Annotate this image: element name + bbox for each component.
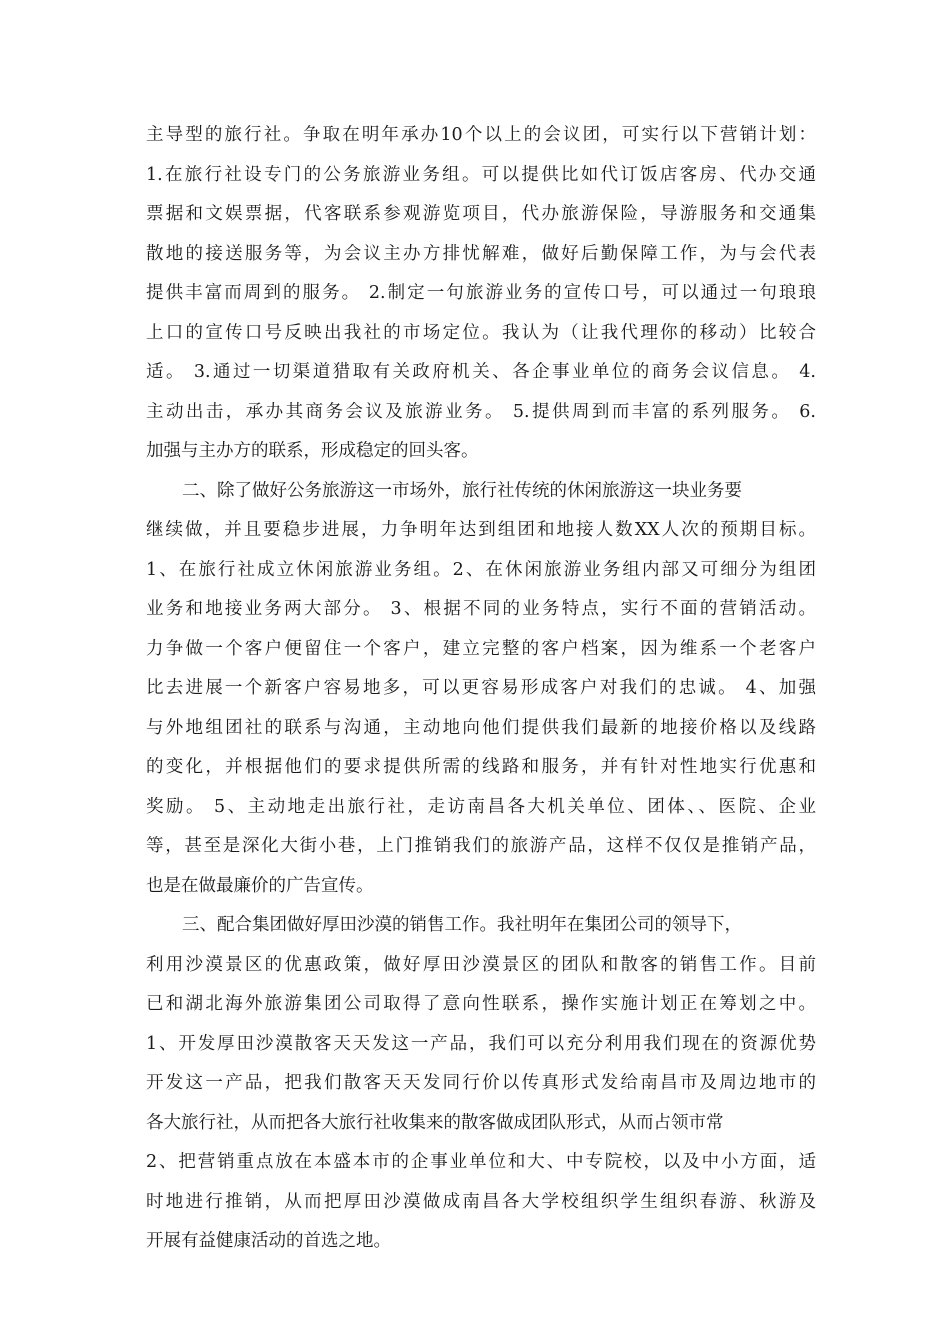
text-line: 1、开发厚田沙漠散客天天发这一产品，我们可以充分利用我们现在的资源优势 [146, 1033, 816, 1054]
text-line: 主导型的旅行社。争取在明年承办10个以上的会议团，可实行以下营销计划： [146, 125, 816, 145]
text-line: 票据和文娱票据，代客联系参观游览项目，代办旅游保险，导游服务和交通集 [146, 204, 816, 224]
text-line: 二、除了做好公务旅游这一市场外，旅行社传统的休闲旅游这一块业务要 [182, 480, 742, 501]
text-line: 利用沙漠景区的优惠政策，做好厚田沙漠景区的团队和散客的销售工作。目前 [146, 954, 816, 975]
text-line: 已和湖北海外旅游集团公司取得了意向性联系，操作实施计划正在筹划之中。 [146, 994, 816, 1014]
text-line: 比去进展一个新客户容易地多，可以更容易形成客户对我们的忠诚。 4、加强 [146, 678, 816, 698]
text-line: 2、把营销重点放在本盛本市的企事业单位和大、中专院校，以及中小方面，适 [146, 1152, 816, 1172]
text-line: 主动出击，承办其商务会议及旅游业务。 5.提供周到而丰富的系列服务。 6. [146, 401, 816, 422]
text-line: 上口的宣传口号反映出我社的市场定位。我认为（让我代理你的移动）比较合 [146, 322, 816, 343]
text-line: 与外地组团社的联系与沟通，主动地向他们提供我们最新的地接价格以及线路 [146, 717, 816, 738]
text-line: 也是在做最廉价的广告宣传。 [146, 875, 374, 896]
text-line: 时地进行推销，从而把厚田沙漠做成南昌各大学校组织学生组织春游、秋游及 [146, 1191, 816, 1212]
text-line: 三、配合集团做好厚田沙漠的销售工作。我社明年在集团公司的领导下， [182, 915, 742, 935]
text-line: 开发这一产品，把我们散客天天发同行价以传真形式发给南昌市及周边地市的 [146, 1073, 816, 1093]
text-line: 适。 3.通过一切渠道猎取有关政府机关、各企事业单位的商务会议信息。 4. [146, 362, 816, 382]
text-line: 业务和地接业务两大部分。 3、根据不同的业务特点，实行不面的营销活动。 [146, 599, 816, 619]
text-line: 1、在旅行社成立休闲旅游业务组。2、在休闲旅游业务组内部又可细分为组团 [146, 559, 816, 580]
text-line: 力争做一个客户便留住一个客户，建立完整的客户档案，因为维系一个老客户 [146, 638, 816, 659]
text-line: 奖励。 5、主动地走出旅行社，走访南昌各大机关单位、团体、、医院、企业 [146, 796, 816, 817]
body-text [146, 116, 816, 1262]
text-line: 等，甚至是深化大街小巷，上门推销我们的旅游产品，这样不仅仅是推销产品， [146, 836, 816, 856]
text-line: 开展有益健康活动的首选之地。 [146, 1231, 391, 1251]
text-line: 1.在旅行社设专门的公务旅游业务组。可以提供比如代订饭店客房、代办交通 [146, 164, 816, 185]
text-line: 散地的接送服务等，为会议主办方排忧解难，做好后勤保障工作，为与会代表 [146, 243, 816, 264]
text-line: 继续做，并且要稳步进展，力争明年达到组团和地接人数XX人次的预期目标。 [146, 520, 816, 540]
text-line: 各大旅行社，从而把各大旅行社收集来的散客做成团队形式，从而占领市常 [146, 1112, 724, 1133]
text-line: 加强与主办方的联系，形成稳定的回头客。 [146, 441, 479, 461]
text-line: 的变化，并根据他们的要求提供所需的线路和服务，并有针对性地实行优惠和 [146, 757, 816, 777]
text-line: 提供丰富而周到的服务。 2.制定一句旅游业务的宣传口号，可以通过一句琅琅 [146, 283, 816, 303]
